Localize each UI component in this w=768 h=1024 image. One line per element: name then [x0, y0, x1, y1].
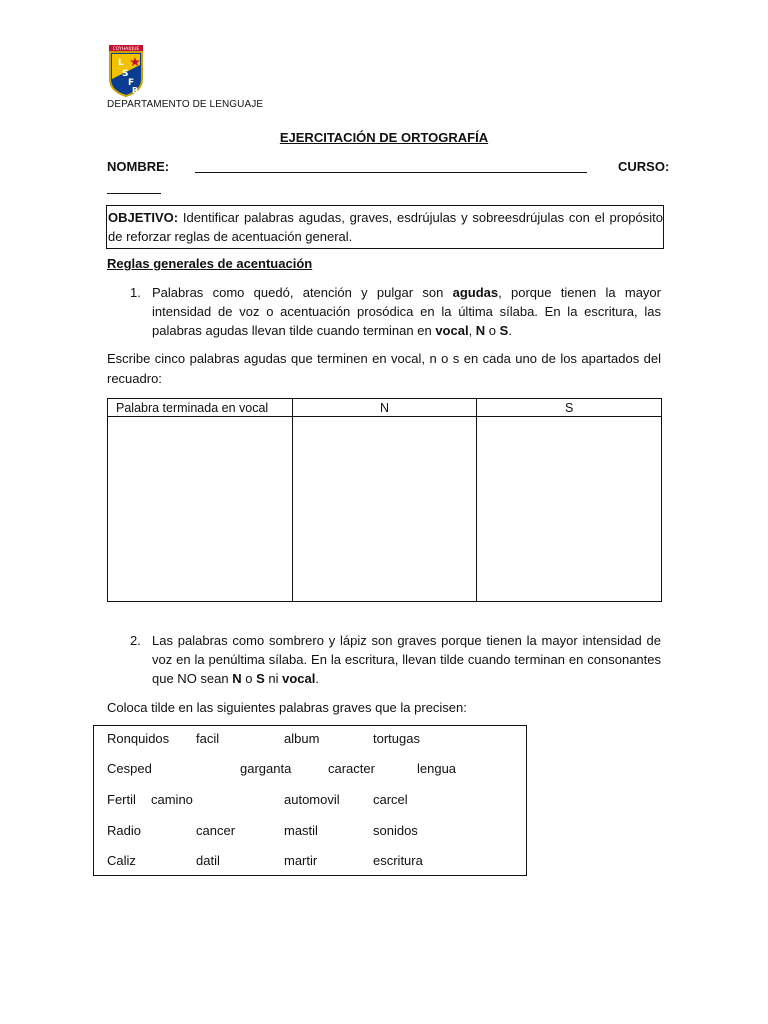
- page-title: EJERCITACIÓN DE ORTOGRAFÍA: [279, 130, 489, 145]
- column-header-n: N: [292, 399, 477, 417]
- word-item[interactable]: escritura: [373, 853, 423, 868]
- word-item[interactable]: automovil: [284, 792, 340, 807]
- rule-2-text: Las palabras como sombrero y lápiz son graves porque tienen la mayor intensidad de voz en la penúltima sílaba. En la escritura, llevan tilde cuando terminan en consonantes que NO sean N o S ni vocal.: [152, 633, 661, 686]
- instruction-graves: Coloca tilde en las siguientes palabras graves que la precisen:: [107, 700, 467, 715]
- school-crest-icon: [107, 45, 145, 97]
- department-name: DEPARTAMENTO DE LENGUAJE: [107, 99, 264, 110]
- word-item[interactable]: caracter: [328, 761, 375, 776]
- word-item[interactable]: carcel: [373, 792, 408, 807]
- graves-word-box: [93, 725, 527, 876]
- objetivo-text: Identificar palabras agudas, graves, esdrújulas y sobreesdrújulas con el propósito de reforzar reglas de acentuación general.: [108, 210, 663, 244]
- word-item[interactable]: facil: [196, 731, 220, 746]
- answer-cell-n[interactable]: [292, 417, 477, 602]
- word-item[interactable]: garganta: [240, 761, 292, 776]
- word-item[interactable]: martir: [284, 853, 318, 868]
- word-item[interactable]: tortugas: [373, 731, 420, 746]
- word-item[interactable]: cancer: [196, 823, 236, 838]
- curso-label: CURSO:: [618, 159, 670, 174]
- column-header-vocal: Palabra terminada en vocal: [108, 399, 293, 417]
- word-item[interactable]: Fertil: [107, 792, 136, 807]
- svg-text:S: S: [122, 69, 129, 79]
- rule-1-number: 1.: [130, 285, 141, 300]
- word-item[interactable]: lengua: [417, 761, 457, 776]
- svg-text:L: L: [118, 58, 124, 68]
- nombre-field[interactable]: [195, 172, 587, 173]
- word-item[interactable]: mastil: [284, 823, 318, 838]
- word-item[interactable]: Ronquidos: [107, 731, 170, 746]
- answer-cell-vocal[interactable]: [108, 417, 293, 602]
- rule-2: [130, 631, 661, 688]
- objetivo-box: [106, 205, 664, 249]
- word-item[interactable]: sonidos: [373, 823, 418, 838]
- rules-heading: Reglas generales de acentuación: [107, 256, 313, 271]
- nombre-label: NOMBRE:: [107, 159, 170, 174]
- objetivo-label: OBJETIVO:: [108, 210, 179, 225]
- word-item[interactable]: camino: [151, 792, 193, 807]
- word-item[interactable]: Radio: [107, 823, 141, 838]
- word-item[interactable]: album: [284, 731, 320, 746]
- rule-1: [130, 283, 661, 340]
- curso-field[interactable]: [107, 193, 161, 194]
- agudas-table: [107, 398, 662, 602]
- instruction-agudas: Escribe cinco palabras agudas que terminen en vocal, n o s en cada uno de los apartados del recuadro:: [107, 351, 661, 386]
- word-item[interactable]: datil: [196, 853, 220, 868]
- rule-1-text: Palabras como quedó, atención y pulgar son agudas, porque tienen la mayor intensidad de voz o acentuación prosódica en la última sílaba. En la escritura, las palabras agudas llevan tilde cuando terminan en vocal, N o S.: [152, 285, 661, 338]
- rule-2-number: 2.: [130, 633, 141, 648]
- svg-text:B: B: [132, 86, 139, 95]
- school-logo: [107, 45, 145, 97]
- word-item[interactable]: Caliz: [107, 853, 136, 868]
- column-header-s: S: [477, 399, 662, 417]
- word-item[interactable]: Cesped: [107, 761, 152, 776]
- answer-cell-s[interactable]: [477, 417, 662, 602]
- svg-text:F: F: [128, 78, 135, 88]
- svg-text:COYHAIQUE: COYHAIQUE: [112, 47, 140, 52]
